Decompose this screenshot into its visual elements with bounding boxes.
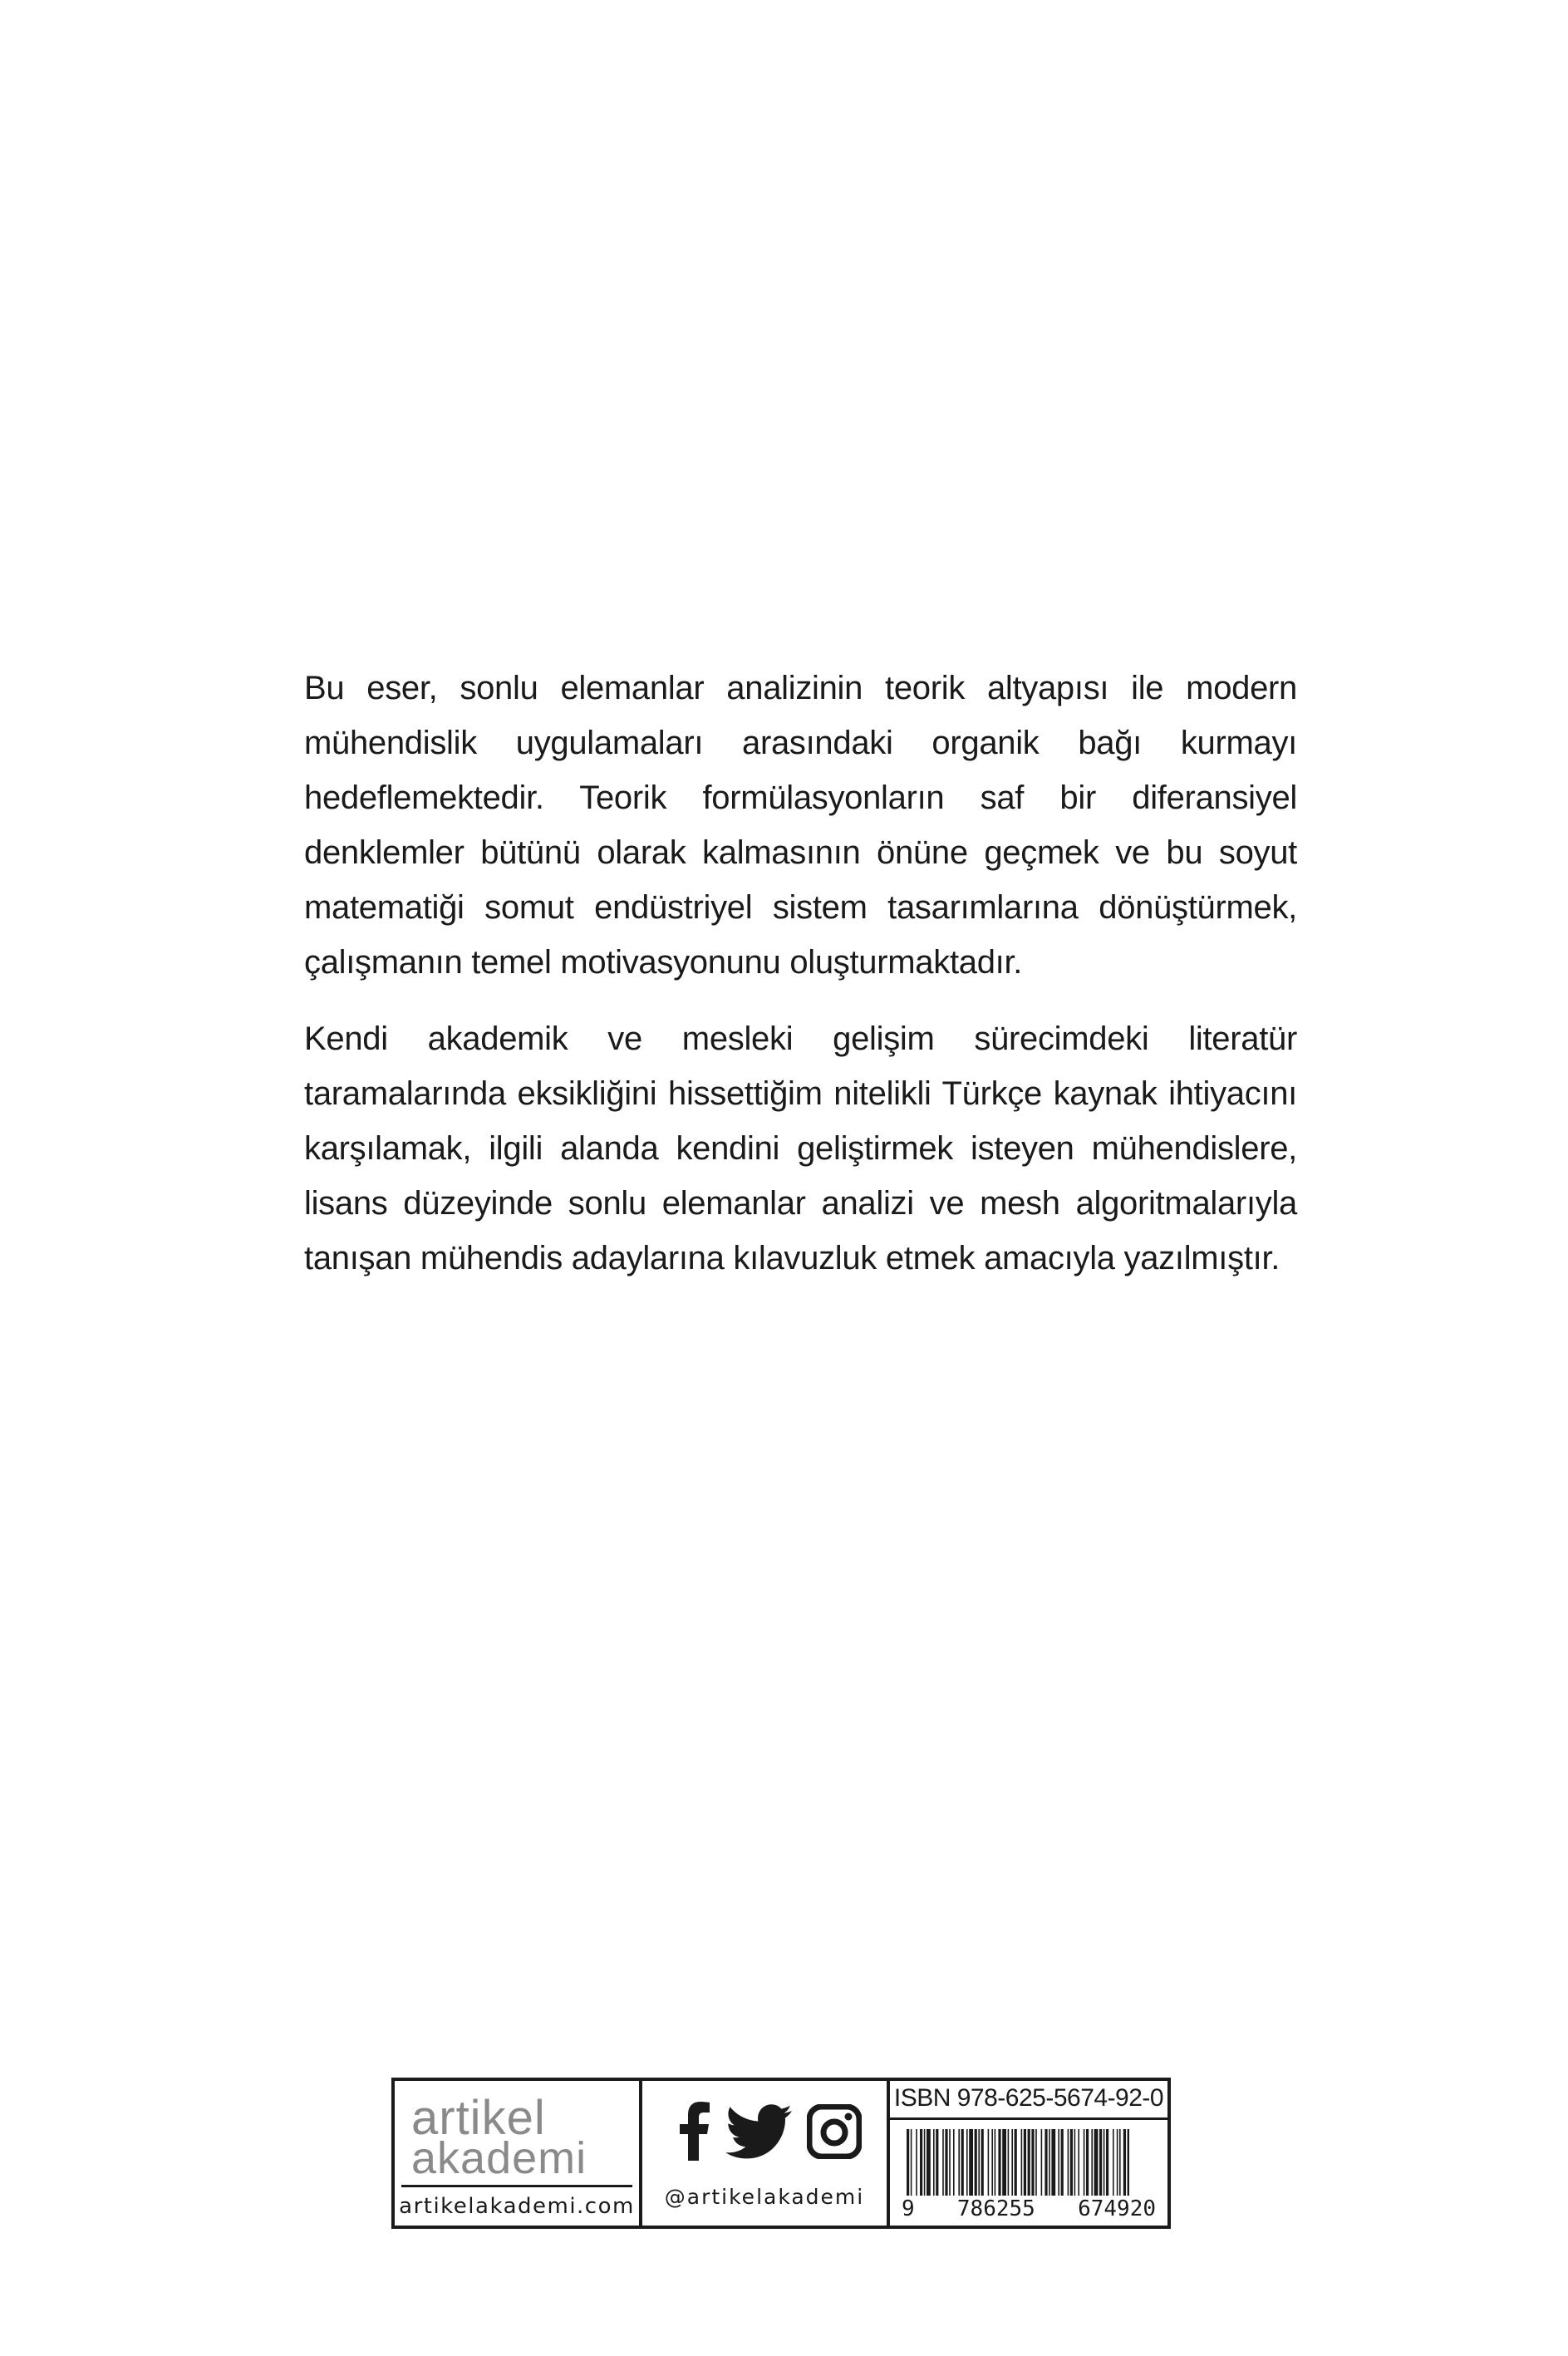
barcode-bar bbox=[1094, 2129, 1099, 2196]
barcode-bar bbox=[969, 2129, 973, 2196]
barcode-bar bbox=[907, 2129, 909, 2196]
barcode-bar bbox=[1099, 2129, 1102, 2196]
barcode-bar bbox=[1084, 2129, 1085, 2196]
barcode-bar bbox=[1086, 2129, 1089, 2196]
barcode-bar bbox=[1031, 2129, 1034, 2196]
barcode-bar bbox=[995, 2129, 996, 2196]
social-handle: @artikelakademi bbox=[664, 2185, 865, 2209]
isbn-label: ISBN 978-625-5674-92-0 bbox=[893, 2084, 1164, 2112]
instagram-icon bbox=[807, 2104, 862, 2159]
barcode-bar bbox=[1078, 2129, 1079, 2196]
barcode-bar bbox=[1128, 2129, 1129, 2196]
barcode-bar bbox=[942, 2129, 944, 2196]
logo-divider bbox=[401, 2185, 632, 2187]
barcode-bar bbox=[978, 2129, 980, 2196]
publisher-imprint-box bbox=[391, 2078, 1171, 2229]
barcode-bar bbox=[953, 2129, 955, 2196]
logo-word-akademi: akademi bbox=[411, 2133, 587, 2183]
barcode-bar bbox=[1015, 2129, 1017, 2196]
publisher-logo bbox=[411, 2091, 619, 2186]
barcode-bar bbox=[1002, 2129, 1006, 2196]
barcode-bar bbox=[988, 2129, 990, 2196]
barcode-bar bbox=[981, 2129, 984, 2196]
barcode-digits-right: 674920 bbox=[1078, 2196, 1156, 2221]
barcode-bar bbox=[998, 2129, 1000, 2196]
barcode-bar bbox=[1041, 2129, 1043, 2196]
barcode-bar bbox=[911, 2129, 912, 2196]
facebook-icon bbox=[677, 2101, 710, 2161]
twitter-icon bbox=[725, 2104, 794, 2161]
publisher-website: artikelakademi.com bbox=[399, 2194, 635, 2219]
isbn-cell bbox=[890, 2081, 1167, 2226]
barcode-digits-left: 786255 bbox=[956, 2196, 1035, 2221]
barcode-bar bbox=[975, 2129, 977, 2196]
barcode-bar bbox=[1028, 2129, 1030, 2196]
social-media-cell bbox=[642, 2081, 890, 2226]
barcode-bar bbox=[1035, 2129, 1037, 2196]
barcode-bar bbox=[916, 2129, 917, 2196]
barcode-bar bbox=[949, 2129, 951, 2196]
logo-word-artikel: artikel bbox=[411, 2091, 546, 2145]
barcode-bar bbox=[1068, 2129, 1069, 2196]
barcode-digit-lead: 9 bbox=[902, 2196, 915, 2221]
barcode-bar bbox=[1123, 2129, 1126, 2196]
publisher-logo-cell bbox=[395, 2081, 642, 2226]
barcode-bar bbox=[1091, 2129, 1093, 2196]
barcode-bar bbox=[1021, 2129, 1023, 2196]
barcode-bar bbox=[991, 2129, 993, 2196]
barcode-bar bbox=[1106, 2129, 1108, 2196]
barcode-bar bbox=[1117, 2129, 1118, 2196]
blurb-paragraph-1: Bu eser, sonlu elemanlar analizinin teorik altyapısı ile modern mühendislik uygulamaları arasındaki organik bağı kurmayı hedeflemektedir. Teorik formülasyonların saf bir diferansiyel denklemler bütünü olarak kalmasının önüne geçmek ve bu soyut matematiği somut endüstriyel sistem tasarımlarına dönüştürmek, çalışmanın temel motivasyonunu oluşturmaktadır. bbox=[304, 670, 1297, 981]
barcode-bar bbox=[1113, 2129, 1114, 2196]
barcode-bar bbox=[920, 2129, 922, 2196]
barcode-bar bbox=[966, 2129, 968, 2196]
barcode-bar bbox=[1011, 2129, 1013, 2196]
barcode-bar bbox=[927, 2129, 931, 2196]
barcode-bar bbox=[1008, 2129, 1010, 2196]
isbn-barcode bbox=[907, 2129, 1129, 2196]
blurb-paragraph-2: Kendi akademik ve mesleki gelişim sürecimdeki literatür taramalarında eksikliğini hissettiğim nitelikli Türkçe kaynak ihtiyacını karşılamak, ilgili alanda kendini geliştirmek isteyen mühendislere, lisans düzeyinde sonlu elemanlar analizi ve mesh algoritmalarıyla tanışan mühendis adaylarına kılavuzluk etmek amacıyla yazılmıştır. bbox=[304, 1021, 1297, 1276]
barcode-bar bbox=[936, 2129, 938, 2196]
barcode-bar bbox=[1051, 2129, 1055, 2196]
barcode-digits bbox=[902, 2197, 1156, 2221]
barcode-bar bbox=[958, 2129, 960, 2196]
isbn-divider bbox=[890, 2117, 1167, 2120]
barcode-bar bbox=[945, 2129, 947, 2196]
barcode-bar bbox=[1024, 2129, 1026, 2196]
barcode-bar bbox=[1045, 2129, 1047, 2196]
barcode-bar bbox=[1049, 2129, 1050, 2196]
back-cover-blurb bbox=[304, 661, 1297, 1286]
barcode-bar bbox=[1074, 2129, 1076, 2196]
barcode-bar bbox=[1119, 2129, 1121, 2196]
barcode-bar bbox=[924, 2129, 926, 2196]
barcode-bar bbox=[961, 2129, 964, 2196]
barcode-bar bbox=[1061, 2129, 1064, 2196]
barcode-bar bbox=[1103, 2129, 1105, 2196]
barcode-bar bbox=[1070, 2129, 1073, 2196]
social-icons bbox=[666, 2101, 865, 2164]
barcode-bar bbox=[933, 2129, 935, 2196]
barcode-bar bbox=[1058, 2129, 1059, 2196]
